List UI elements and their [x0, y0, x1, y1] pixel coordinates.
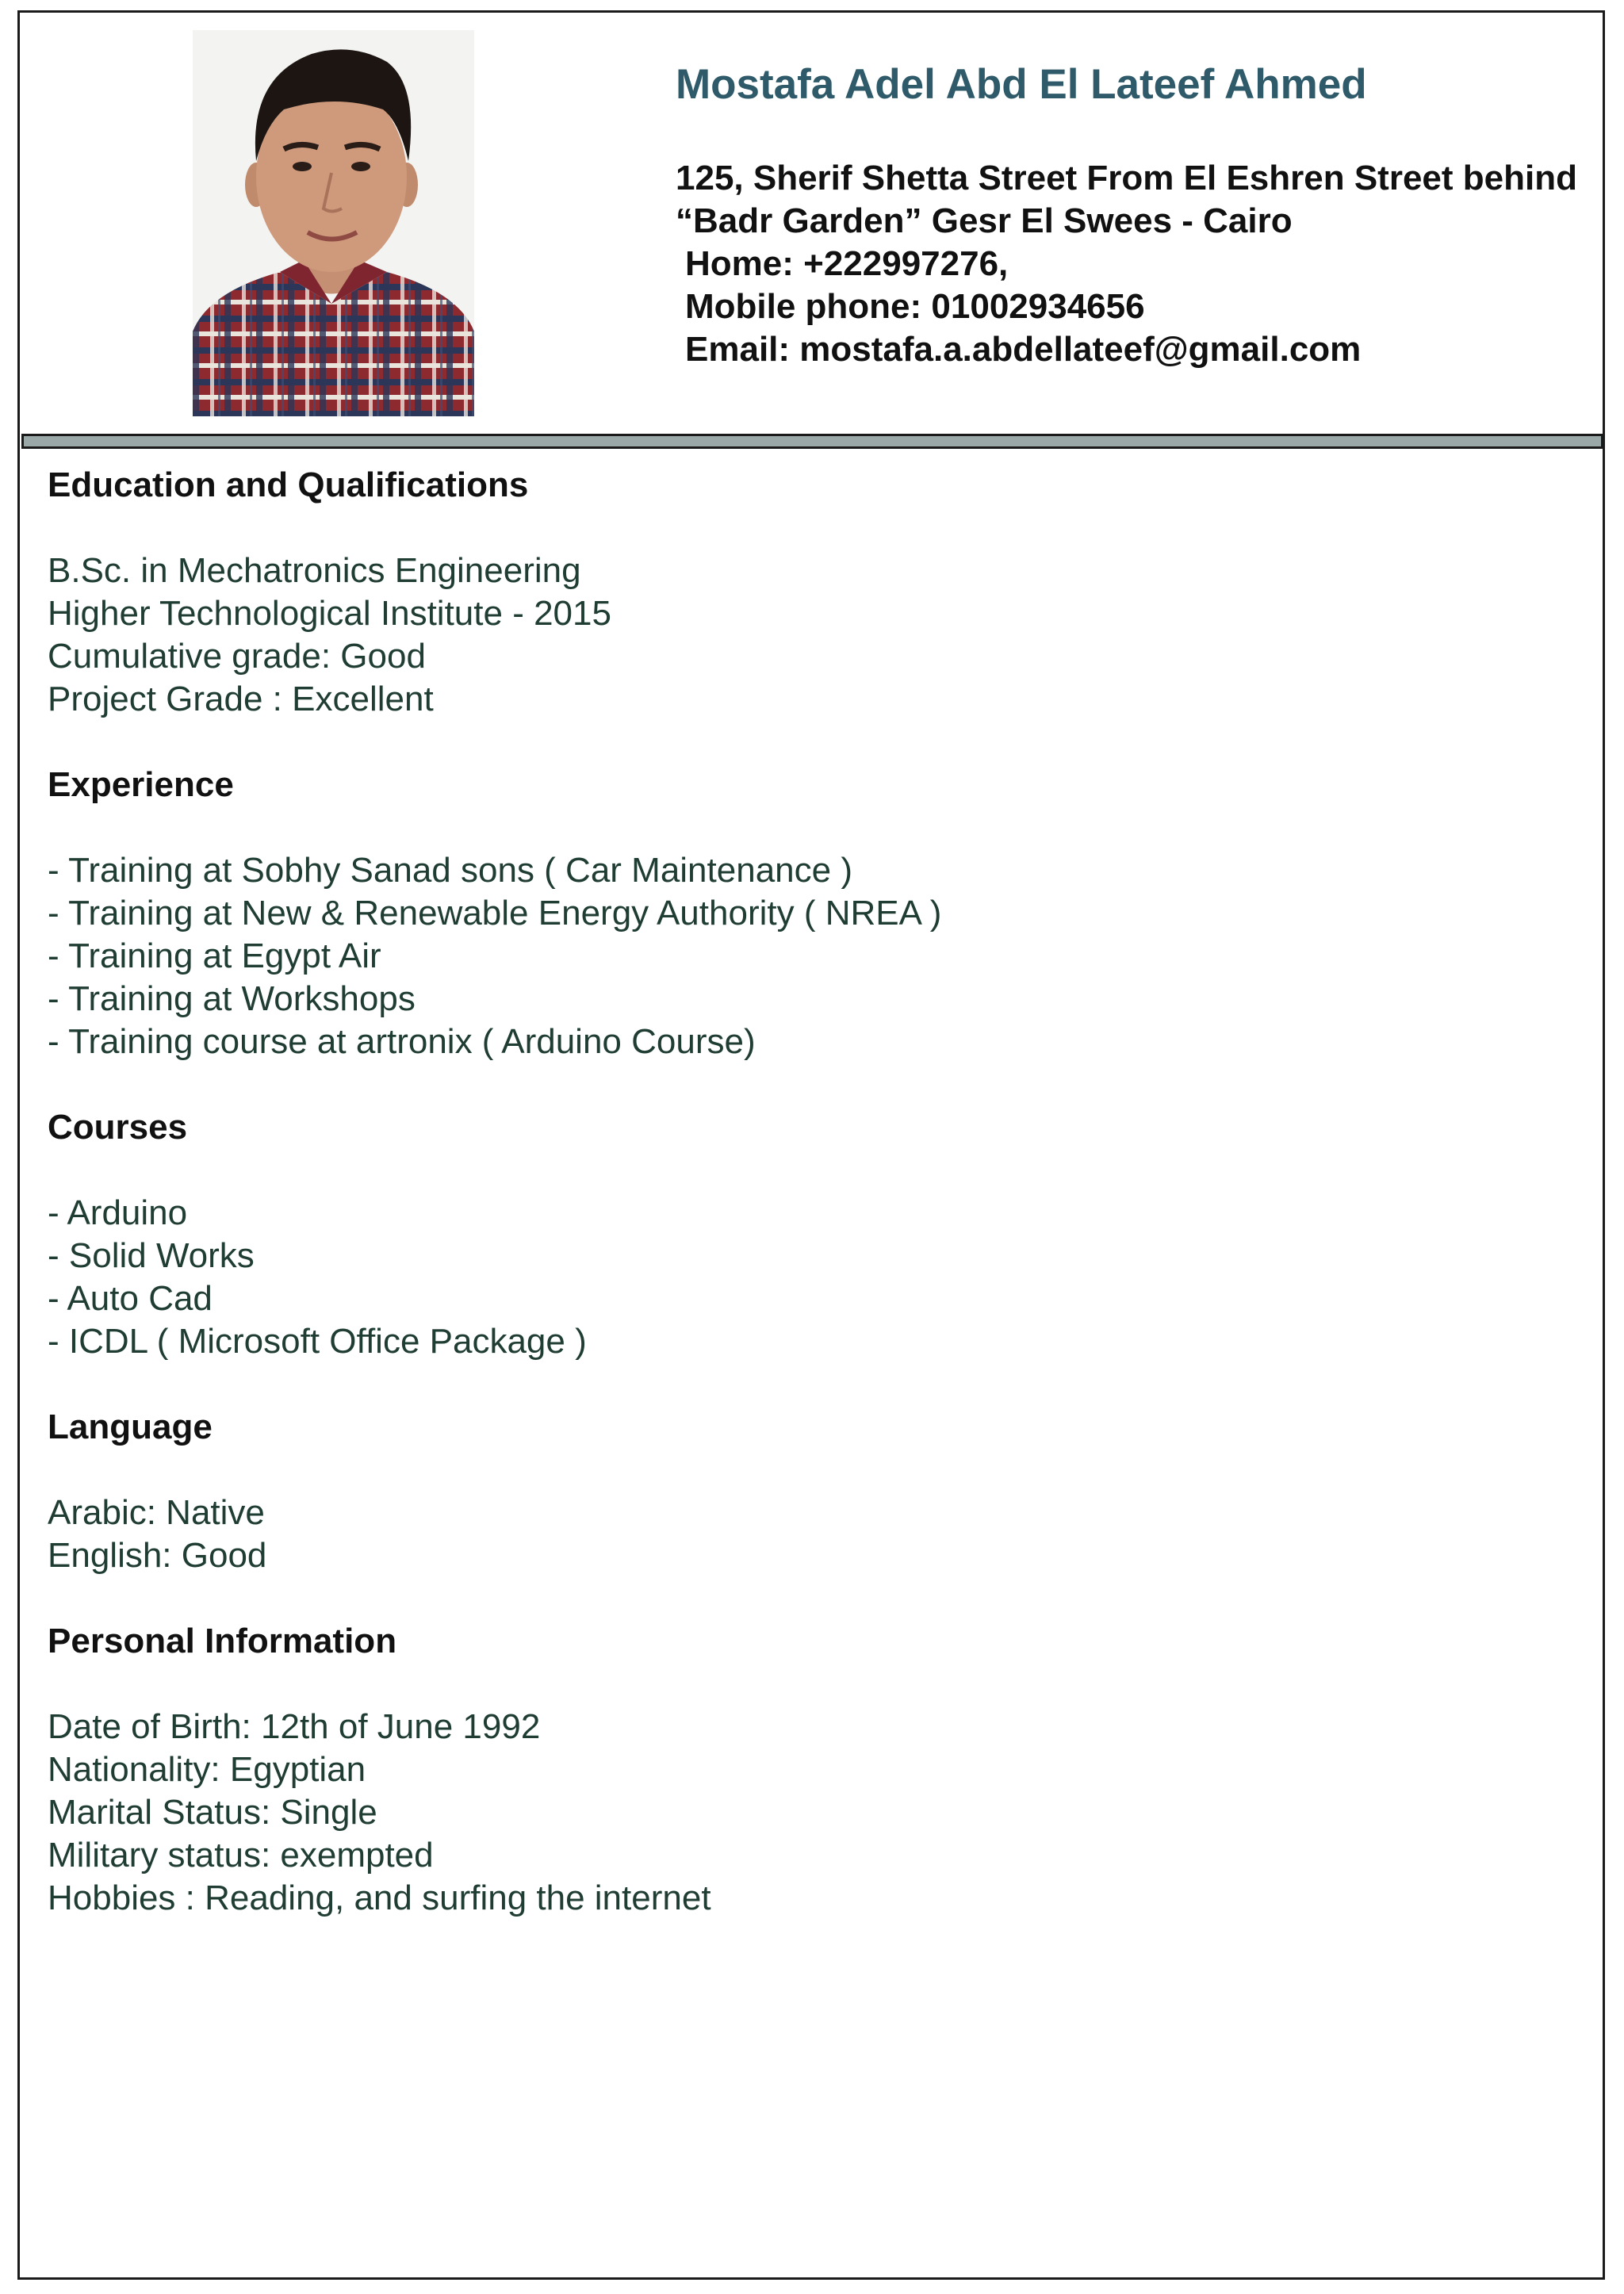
list-item: - Training at New & Renewable Energy Authority ( NREA ): [48, 894, 942, 933]
list-item: Arabic: Native: [48, 1493, 265, 1532]
address-line-1: 125, Sherif Shetta Street From El Eshren Street behind: [676, 159, 1577, 197]
section-title-language: Language: [48, 1407, 213, 1446]
list-item: - Training at Sobhy Sanad sons ( Car Maintenance ): [48, 851, 852, 890]
section-experience: [48, 849, 1554, 1063]
section-title-courses: Courses: [48, 1108, 188, 1147]
list-item: Cumulative grade: Good: [48, 637, 426, 676]
list-item: - Training at Workshops: [48, 979, 416, 1018]
section-title-personal: Personal Information: [48, 1622, 397, 1660]
list-item: Date of Birth: 12th of June 1992: [48, 1707, 541, 1746]
list-item: - Auto Cad: [48, 1279, 213, 1318]
list-item: - Arduino: [48, 1193, 188, 1232]
section-title-experience: Experience: [48, 765, 234, 804]
section-language: [48, 1492, 1554, 1577]
section-education: [48, 550, 1554, 721]
list-item: - Training at Egypt Air: [48, 936, 381, 975]
list-item: Nationality: Egyptian: [48, 1750, 366, 1789]
list-item: B.Sc. in Mechatronics Engineering: [48, 551, 581, 590]
list-item: Marital Status: Single: [48, 1793, 377, 1832]
header-divider: [21, 434, 1603, 449]
list-item: Higher Technological Institute - 2015: [48, 594, 611, 633]
section-courses: [48, 1192, 1554, 1363]
list-item: Project Grade : Excellent: [48, 680, 434, 718]
list-item: - Training course at artronix ( Arduino Course): [48, 1022, 756, 1061]
list-item: - Solid Works: [48, 1236, 255, 1275]
profile-photo: [193, 30, 474, 416]
mobile-phone: Mobile phone: 01002934656: [685, 287, 1145, 326]
list-item: Military status: exempted: [48, 1836, 434, 1875]
resume-content: [48, 464, 1554, 1963]
list-item: - ICDL ( Microsoft Office Package ): [48, 1322, 587, 1361]
section-personal: [48, 1706, 1554, 1920]
candidate-name: Mostafa Adel Abd El Lateef Ahmed: [676, 61, 1367, 108]
list-item: English: Good: [48, 1536, 267, 1575]
section-title-education: Education and Qualifications: [48, 465, 529, 504]
email-address: Email: mostafa.a.abdellateef@gmail.com: [685, 330, 1362, 369]
list-item: Hobbies : Reading, and surfing the internet: [48, 1878, 711, 1917]
address-line-2: “Badr Garden” Gesr El Swees - Cairo: [676, 201, 1293, 240]
contact-block: [676, 157, 1577, 371]
home-phone: Home: +222997276,: [685, 244, 1009, 283]
